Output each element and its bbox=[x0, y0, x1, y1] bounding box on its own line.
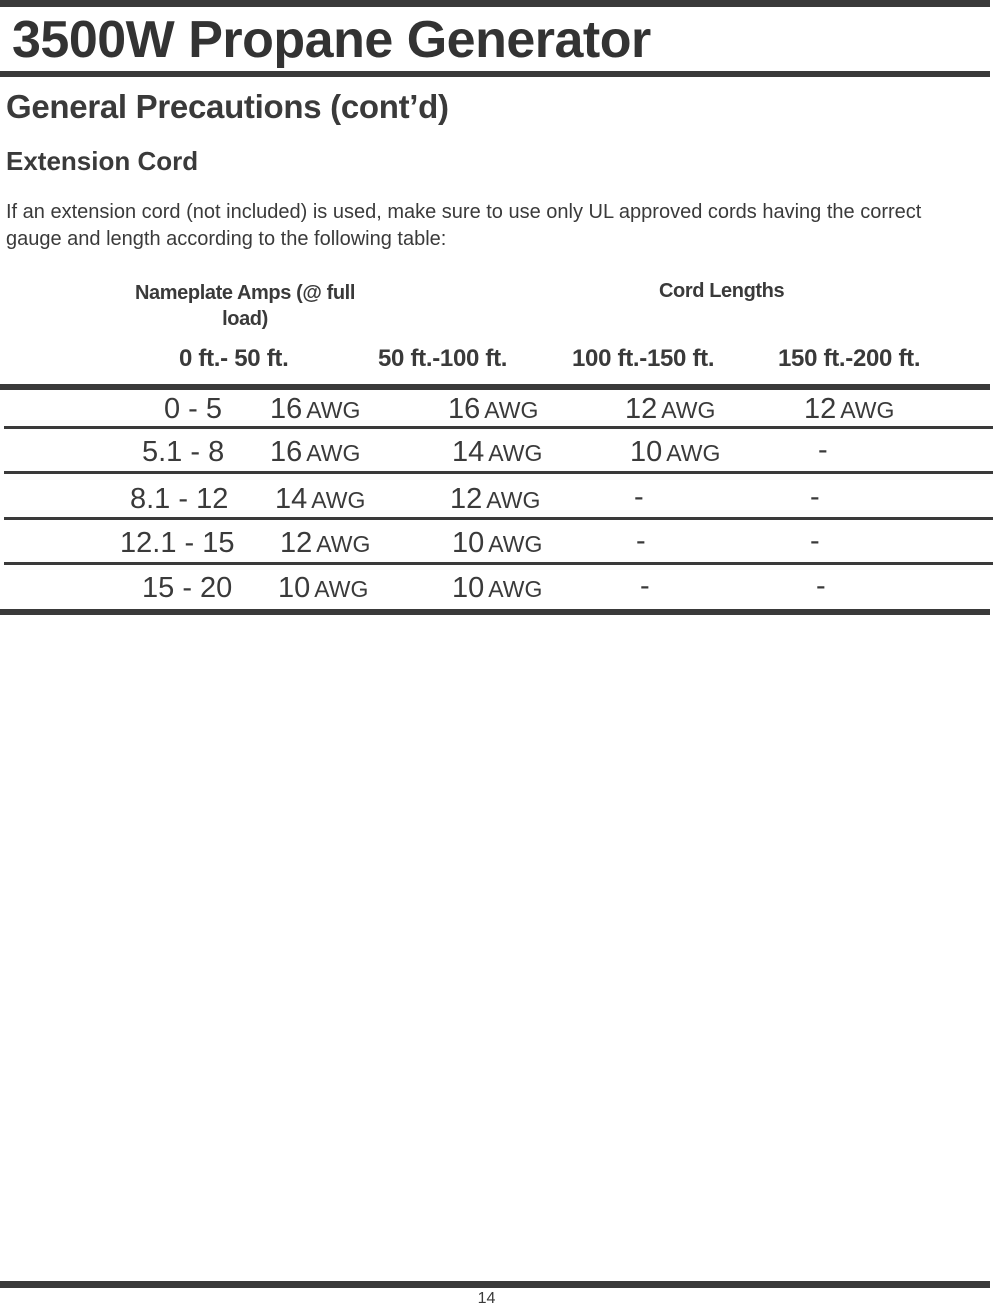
body-paragraph: If an extension cord (not included) is used, make sure to use only UL approved cords having the correct gauge and length according to the following table: bbox=[6, 201, 922, 250]
gauge-cell-empty: - bbox=[634, 481, 644, 513]
row-divider bbox=[4, 517, 993, 520]
gauge-cell-empty: - bbox=[640, 570, 650, 602]
amps-cell: 8.1 - 12 bbox=[130, 483, 229, 515]
top-rule bbox=[0, 0, 990, 7]
gauge-cell: 16 AWG bbox=[448, 393, 539, 425]
gauge-cell: 12 AWG bbox=[804, 393, 895, 425]
amps-column-header: Nameplate Amps (@ full load) bbox=[135, 282, 355, 330]
gauge-cell-empty: - bbox=[818, 434, 828, 466]
gauge-cell: 12 AWG bbox=[450, 483, 541, 515]
gauge-cell: 16 AWG bbox=[270, 436, 361, 468]
footer-rule bbox=[0, 1281, 990, 1288]
table-row bbox=[0, 433, 990, 469]
length-header-100-150: 100 ft.-150 ft. bbox=[572, 345, 715, 372]
row-divider bbox=[4, 562, 993, 565]
gauge-cell: 14 AWG bbox=[275, 483, 366, 515]
table-row bbox=[0, 568, 990, 604]
gauge-cell: 16 AWG bbox=[270, 393, 361, 425]
length-header-150-200: 150 ft.-200 ft. bbox=[778, 345, 921, 372]
amps-cell: 15 - 20 bbox=[142, 572, 233, 604]
table-row bbox=[0, 390, 990, 426]
gauge-cell: 10 AWG bbox=[452, 527, 543, 559]
table-bottom-rule bbox=[0, 609, 990, 615]
table-row bbox=[0, 479, 990, 515]
document-title: 3500W Propane Generator bbox=[12, 11, 651, 69]
gauge-cell-empty: - bbox=[810, 525, 820, 557]
section-heading: General Precautions (cont’d) bbox=[6, 88, 449, 125]
amps-cell: 5.1 - 8 bbox=[142, 436, 225, 468]
cord-lengths-header: Cord Lengths bbox=[659, 280, 785, 302]
subsection-heading: Extension Cord bbox=[6, 146, 199, 176]
gauge-cell-empty: - bbox=[810, 481, 820, 513]
amps-cell: 12.1 - 15 bbox=[120, 527, 235, 559]
length-header-50-100: 50 ft.-100 ft. bbox=[378, 345, 508, 372]
gauge-cell: 12 AWG bbox=[280, 527, 371, 559]
table-row bbox=[0, 523, 990, 559]
gauge-cell: 10 AWG bbox=[278, 572, 369, 604]
gauge-cell: 14 AWG bbox=[452, 436, 543, 468]
gauge-cell-empty: - bbox=[636, 525, 646, 557]
gauge-cell: 10 AWG bbox=[452, 572, 543, 604]
title-underline bbox=[0, 71, 990, 77]
gauge-cell: 12 AWG bbox=[625, 393, 716, 425]
amps-cell: 0 - 5 bbox=[164, 393, 223, 425]
row-divider bbox=[4, 471, 993, 474]
page-number: 14 bbox=[477, 1290, 496, 1307]
row-divider bbox=[4, 426, 993, 429]
length-header-0-50: 0 ft.- 50 ft. bbox=[179, 345, 289, 372]
gauge-cell: 10 AWG bbox=[630, 436, 721, 468]
gauge-cell-empty: - bbox=[816, 570, 826, 602]
